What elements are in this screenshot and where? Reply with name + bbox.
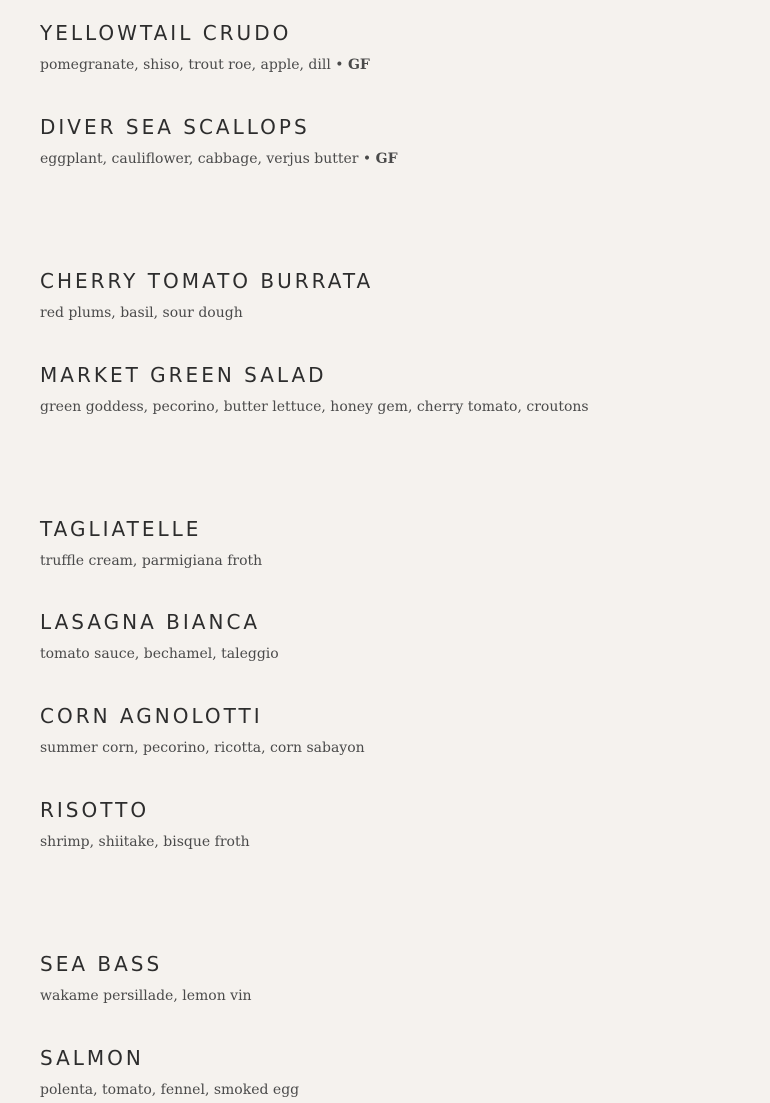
menu-item-description: wakame persillade, lemon vin [40,988,252,1004]
tag-separator: • [330,57,348,73]
menu-item-cherry-tomato-burrata [40,269,740,323]
menu-item-description: red plums, basil, sour dough [40,305,243,321]
menu-item-name: SALMON [40,1046,144,1070]
menu-item-risotto [40,798,740,852]
menu-item-name: MARKET GREEN SALAD [40,363,327,387]
menu-item-ingredients: pomegranate, shiso, trout roe, apple, dill [40,57,331,73]
menu-item-description: summer corn, pecorino, ricotta, corn sabayon [40,740,365,756]
menu-item-name: CORN AGNOLOTTI [40,704,263,728]
menu-item-market-green-salad [40,363,740,417]
menu-item-name: CHERRY TOMATO BURRATA [40,269,374,293]
menu-item-diver-sea-scallops [40,115,740,169]
menu-item-lasagna-bianca [40,610,740,664]
menu-item-sea-bass [40,952,740,1006]
menu-item-name: LASAGNA BIANCA [40,610,261,634]
menu-item-yellowtail-crudo [40,21,740,75]
menu-item-name: YELLOWTAIL CRUDO [40,21,292,45]
menu-item-salmon [40,1046,740,1100]
menu-item-tagliatelle [40,517,740,571]
menu-item-description: tomato sauce, bechamel, taleggio [40,646,279,662]
menu-item-description: green goddess, pecorino, butter lettuce, honey gem, cherry tomato, croutons [40,399,589,415]
tag-separator: • [358,151,376,167]
menu-item-ingredients: eggplant, cauliflower, cabbage, verjus butter [40,151,359,167]
menu-item-name: RISOTTO [40,798,150,822]
menu-item-name: TAGLIATELLE [40,517,202,541]
menu-item-description [40,55,740,75]
dietary-tag: GF [347,57,370,73]
menu-item-corn-agnolotti [40,704,740,758]
menu-item-description: polenta, tomato, fennel, smoked egg [40,1082,300,1098]
dietary-tag: GF [375,151,398,167]
menu-item-description [40,149,740,169]
menu-item-description: truffle cream, parmigiana froth [40,553,263,569]
menu-item-name: DIVER SEA SCALLOPS [40,115,310,139]
menu-item-description: shrimp, shiitake, bisque froth [40,834,250,850]
menu-item-name: SEA BASS [40,952,163,976]
